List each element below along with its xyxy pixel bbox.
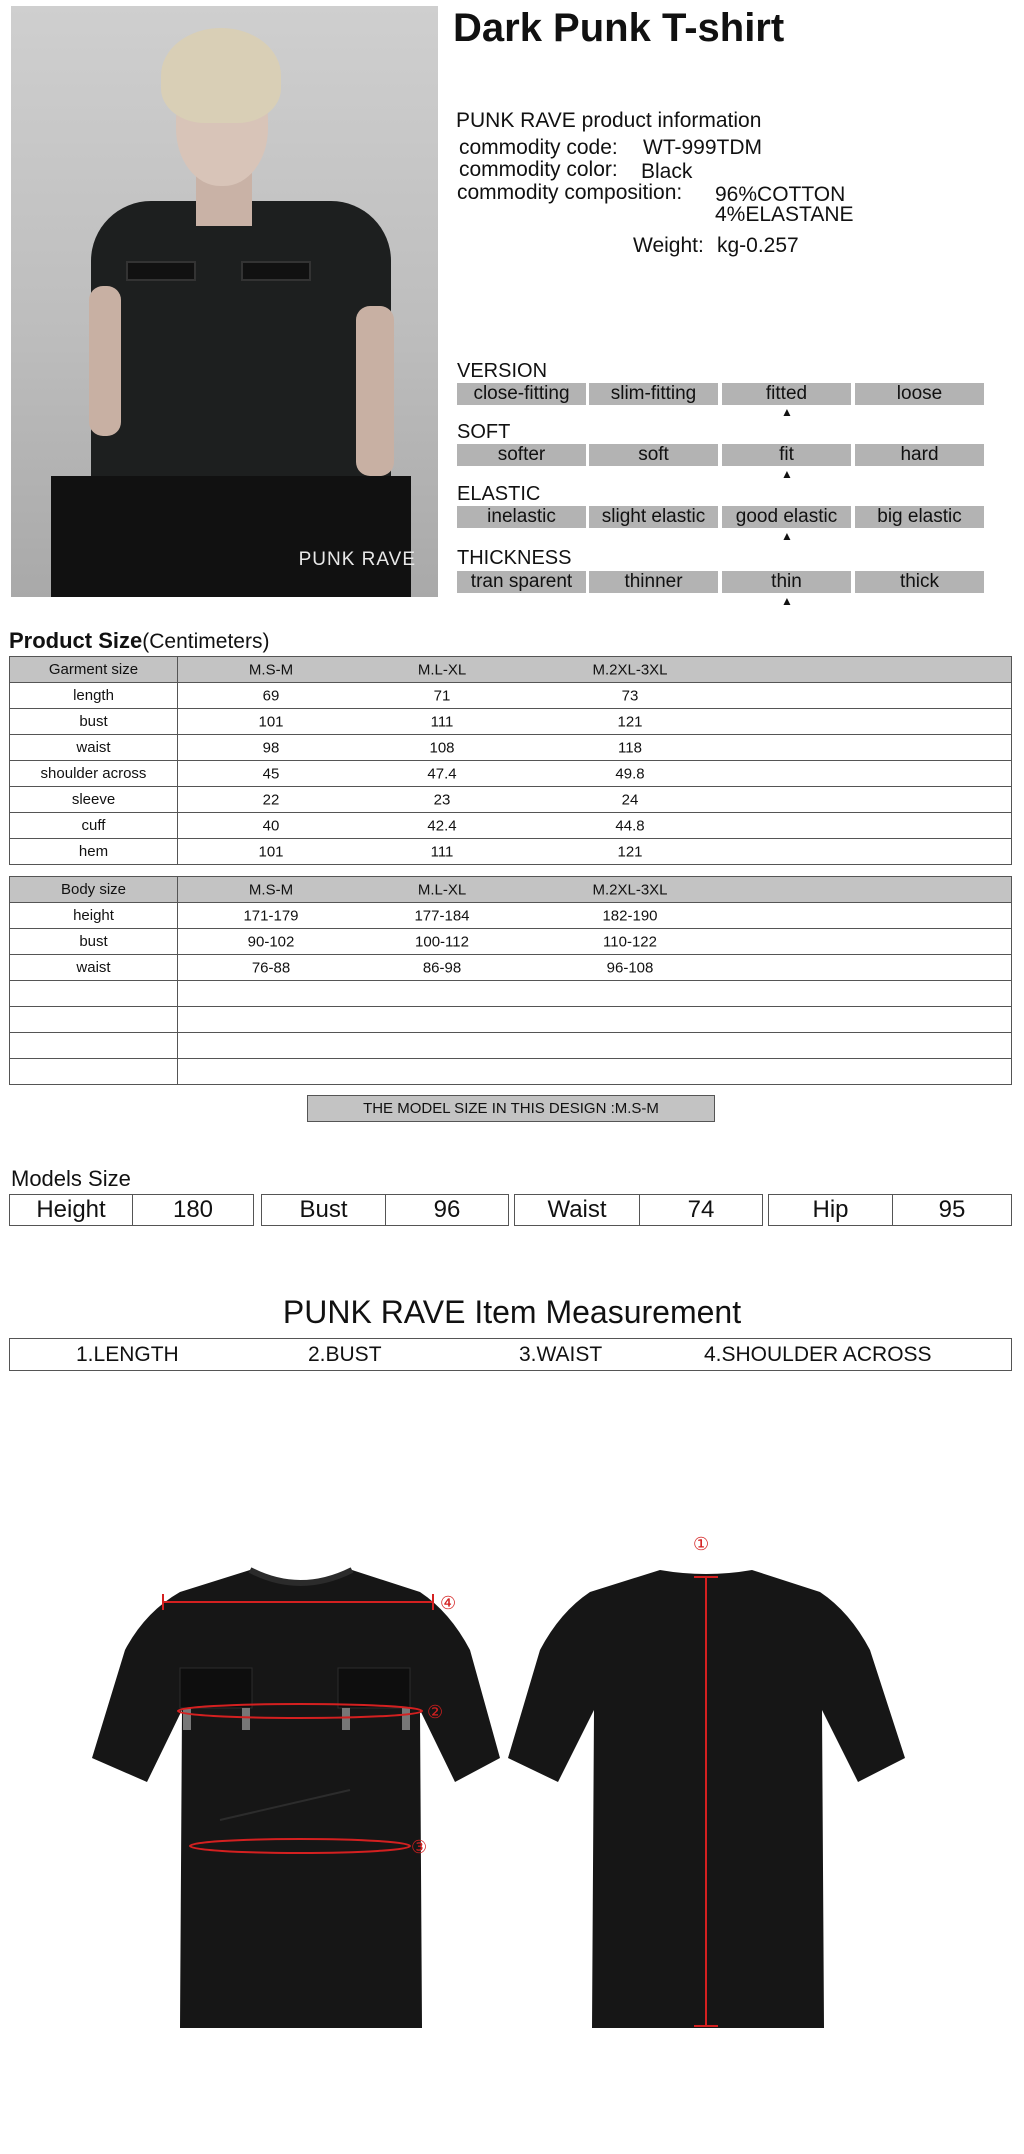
product-size-title: Product Size [9,628,143,653]
table-cell: M.L-XL [417,881,467,898]
table-row [10,683,1012,709]
measurement-title: PUNK RAVE Item Measurement [282,1294,742,1330]
soft-indicator-icon: ▲ [781,467,793,481]
table-cell-group [178,929,1012,955]
table-cell-group [178,761,1012,787]
table-cell: 86-98 [422,959,462,976]
table-cell: bust [10,709,178,735]
table-cell [10,981,178,1007]
table-cell: 49.8 [615,765,645,782]
table-cell: 121 [617,713,643,730]
table-cell-group [178,839,1012,865]
table-cell: waist [10,735,178,761]
table-cell: shoulder across [10,761,178,787]
table-row [10,903,1012,929]
table-cell: 73 [621,687,639,704]
elastic-label: ELASTIC [457,483,541,505]
soft-option-selected: fit [722,444,851,466]
weight-label: Weight: [633,234,704,257]
model-waist-label: Waist [514,1194,640,1226]
measurement-item-length: 1.LENGTH [76,1343,179,1366]
elastic-option: inelastic [457,506,586,528]
model-height-label: Height [9,1194,133,1226]
table-cell: M.S-M [248,661,294,678]
table-cell: 111 [430,843,454,860]
model-height-value: 180 [132,1194,254,1226]
table-cell: 101 [258,713,284,730]
table-row [10,813,1012,839]
table-row [10,839,1012,865]
table-cell: 177-184 [414,907,470,924]
elastic-option: slight elastic [589,506,718,528]
measurement-item-waist: 3.WAIST [519,1343,603,1366]
table-row [10,709,1012,735]
table-cell: 42.4 [427,817,457,834]
table-cell [10,1007,178,1033]
table-cell: M.2XL-3XL [592,661,668,678]
table-cell: 69 [262,687,280,704]
table-cell-group [178,877,1012,903]
table-cell: 44.8 [615,817,645,834]
composition-label: commodity composition: [457,181,683,204]
table-cell: 121 [617,843,643,860]
table-cell: 182-190 [602,907,658,924]
thickness-option: thinner [589,571,718,593]
body-size-table [9,876,1012,1085]
table-row [10,1007,1012,1033]
table-cell-group [178,787,1012,813]
code-value: WT-999TDM [643,136,763,159]
elastic-option-selected: good elastic [722,506,851,528]
table-cell: 47.4 [427,765,457,782]
table-cell: 22 [262,791,280,808]
table-cell-group [178,657,1012,683]
soft-option: softer [457,444,586,466]
table-cell: M.2XL-3XL [592,881,668,898]
garment-size-table [9,656,1012,865]
thickness-option: tran sparent [457,571,586,593]
measurement-diagram [0,1520,1024,2040]
table-cell-group [178,955,1012,981]
table-cell: 118 [618,739,642,756]
marker-waist: ③ [411,1837,428,1858]
table-header-row [10,877,1012,903]
table-cell [178,981,1012,1007]
table-cell-group [178,735,1012,761]
table-cell: 71 [433,687,451,704]
soft-option: hard [855,444,984,466]
tee-front [92,1570,500,2028]
table-cell-group [178,709,1012,735]
table-row [10,929,1012,955]
table-cell: sleeve [10,787,178,813]
soft-label: SOFT [457,421,511,443]
measurement-legend [9,1338,1012,1371]
table-cell: length [10,683,178,709]
product-size-unit: (Centimeters) [142,630,270,653]
thickness-option-selected: thin [722,571,851,593]
version-option-selected: fitted [722,383,851,405]
product-size-heading [9,628,269,654]
table-cell: 45 [262,765,280,782]
measurement-item-shoulder: 4.SHOULDER ACROSS [704,1343,932,1366]
composition-line2: 4%ELASTANE [715,203,854,226]
table-row [10,735,1012,761]
table-cell: 98 [262,739,280,756]
info-heading: PUNK RAVE product information [456,109,762,132]
model-hip-label: Hip [768,1194,893,1226]
table-row [10,787,1012,813]
table-cell-group [178,903,1012,929]
table-cell: Body size [10,877,178,903]
table-cell: waist [10,955,178,981]
code-label: commodity code: [459,136,618,159]
thickness-option: thick [855,571,984,593]
table-header-row [10,657,1012,683]
table-cell: 100-112 [415,933,469,950]
table-row [10,1033,1012,1059]
version-label: VERSION [457,360,548,382]
marker-bust: ② [427,1702,444,1723]
table-cell [178,1033,1012,1059]
table-cell: 90-102 [247,933,295,950]
table-cell-group [178,813,1012,839]
table-cell: height [10,903,178,929]
table-row [10,955,1012,981]
table-row [10,1059,1012,1085]
product-title: Dark Punk T-shirt [453,6,785,50]
weight-value: kg-0.257 [717,234,799,257]
thickness-label: THICKNESS [457,547,572,569]
product-photo [11,6,438,597]
version-indicator-icon: ▲ [781,405,793,419]
table-cell: M.S-M [248,881,294,898]
table-cell: 111 [430,713,454,730]
table-cell: 23 [433,791,451,808]
table-cell: 108 [429,739,455,756]
model-hip-value: 95 [892,1194,1012,1226]
table-cell: 96-108 [606,959,654,976]
table-row [10,981,1012,1007]
table-cell: Garment size [10,657,178,683]
table-cell-group [178,683,1012,709]
table-cell: 110-122 [603,933,657,950]
marker-length: ① [693,1534,710,1555]
version-option: slim-fitting [589,383,718,405]
table-cell [178,1007,1012,1033]
measurement-item-bust: 2.BUST [308,1343,382,1366]
photo-watermark: PUNK RAVE [298,549,416,570]
elastic-indicator-icon: ▲ [781,529,793,543]
soft-option: soft [589,444,718,466]
table-cell: 24 [621,791,639,808]
marker-shoulder: ④ [440,1593,457,1614]
table-cell [178,1059,1012,1085]
version-option: loose [855,383,984,405]
table-cell: bust [10,929,178,955]
table-cell: M.L-XL [417,661,467,678]
table-cell: 40 [262,817,280,834]
color-value: Black [641,160,693,183]
model-size-note: THE MODEL SIZE IN THIS DESIGN :M.S-M [307,1095,715,1122]
model-waist-value: 74 [639,1194,763,1226]
table-cell: 76-88 [251,959,291,976]
table-cell: cuff [10,813,178,839]
model-bust-label: Bust [261,1194,386,1226]
model-bust-value: 96 [385,1194,509,1226]
table-cell: 171-179 [243,907,299,924]
version-option: close-fitting [457,383,586,405]
table-row [10,761,1012,787]
color-label: commodity color: [459,158,618,181]
models-size-title: Models Size [11,1166,131,1191]
thickness-indicator-icon: ▲ [781,594,793,608]
elastic-option: big elastic [855,506,984,528]
table-cell: hem [10,839,178,865]
composition-line1: 96%COTTON [715,183,846,206]
table-cell [10,1033,178,1059]
table-cell [10,1059,178,1085]
table-cell: 101 [258,843,284,860]
